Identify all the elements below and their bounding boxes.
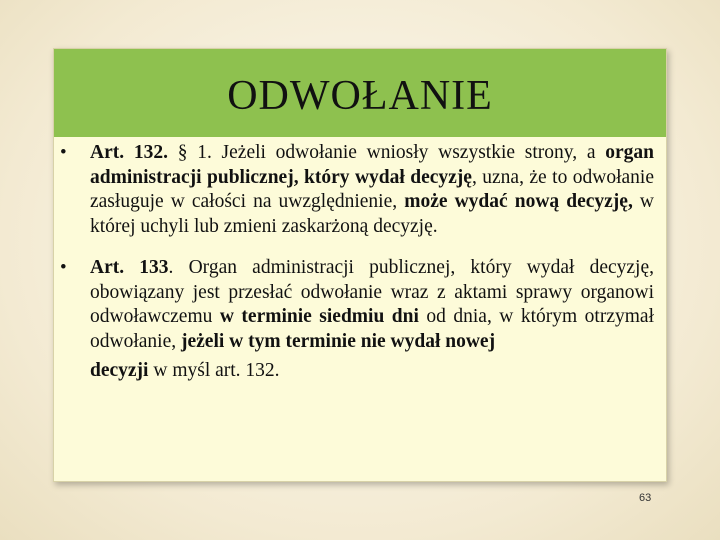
bullet-text-run: w której uchyli lub zmieni zaskarżoną decyzję. <box>90 191 654 237</box>
bullet-marker: • <box>60 142 67 163</box>
bullet-text-run: od dnia, w którym otrzymał odwołanie, <box>90 306 654 352</box>
slide <box>53 48 667 482</box>
bullet-text-bold: Art. 133 <box>90 257 169 278</box>
bullet-text-bold: może wydać nową decyzję, <box>404 191 633 212</box>
bullet-text-run: w myśl art. 132. <box>148 360 280 381</box>
bullet-text <box>90 257 654 352</box>
slide-title: ODWOŁANIE <box>227 73 493 119</box>
bullet-text-run: . Organ administracji publicznej, który wydał decyzję, obowiązany jest przesłać odwołanie wraz z aktami sprawy organowi odwoławczemu <box>90 257 654 327</box>
bullet-art-132 <box>54 141 666 239</box>
bullet-text-bold: Art. 132. <box>90 142 168 163</box>
bullet-text-run: , uzna, że to odwołanie zasługuje w całości na uwzględnienie, <box>90 166 654 212</box>
title-bar <box>54 49 666 137</box>
bullet-last-line <box>90 359 654 384</box>
slide-content <box>54 141 666 384</box>
bullet-text-bold: jeżeli w tym terminie nie wydał nowej <box>180 330 496 352</box>
page-number: 63 <box>639 492 652 504</box>
bullet-text-run: § 1. Jeżeli odwołanie wniosły wszystkie strony, a <box>167 142 606 163</box>
bullet-text-bold: w terminie siedmiu dni <box>219 306 419 327</box>
bullet-text-bold: decyzji <box>90 360 149 381</box>
bullet-marker: • <box>60 257 67 278</box>
bullet-art-133 <box>54 256 666 384</box>
bullet-text <box>90 142 654 237</box>
bullet-text-bold: organ administracji publicznej, który wydał decyzję <box>90 142 654 188</box>
